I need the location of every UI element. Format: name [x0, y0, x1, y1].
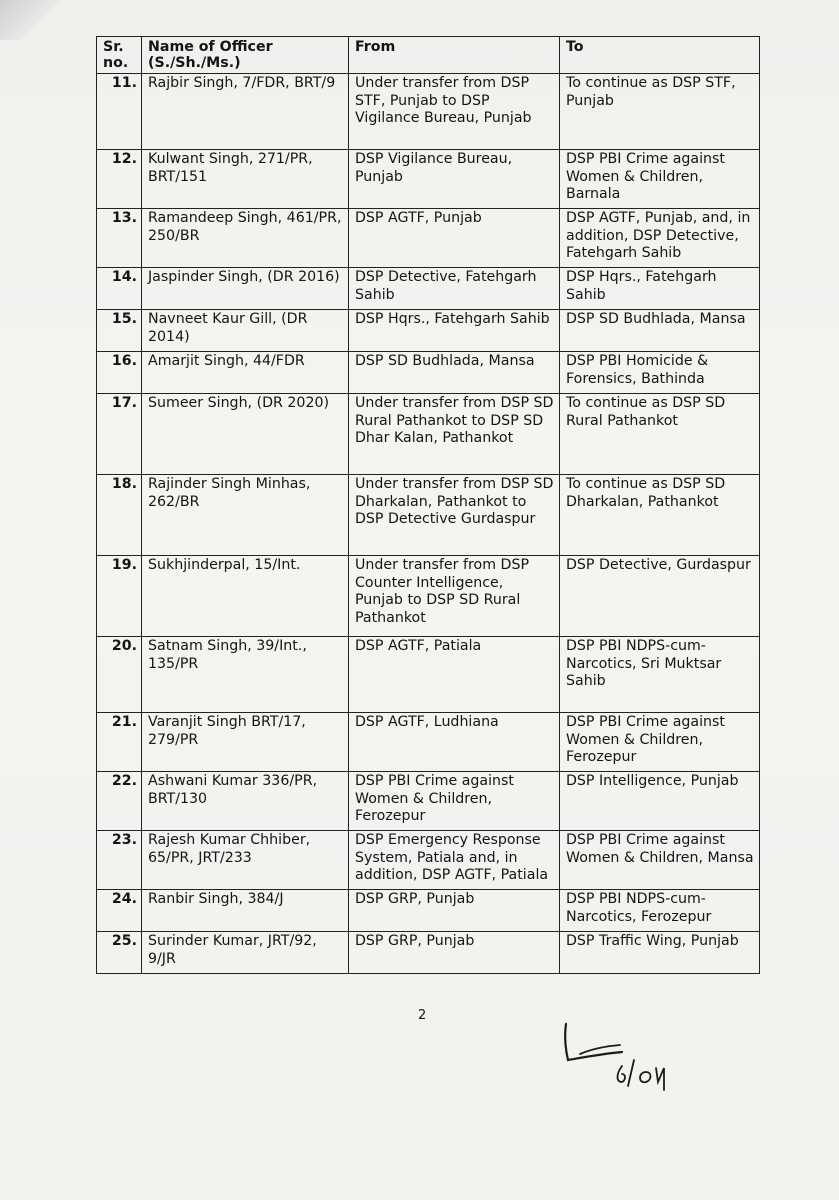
cell-from: Under transfer from DSP SD Dharkalan, Pathankot to DSP Detective Gurdaspur — [349, 475, 560, 556]
header-from: From — [349, 37, 560, 74]
cell-from: DSP Hqrs., Fatehgarh Sahib — [349, 310, 560, 352]
cell-officer-name: Navneet Kaur Gill, (DR 2014) — [142, 310, 349, 352]
cell-from: DSP Emergency Response System, Patiala and, in addition, DSP AGTF, Patiala — [349, 831, 560, 890]
table-row — [97, 890, 760, 932]
cell-from: DSP GRP, Punjab — [349, 890, 560, 932]
cell-from: DSP GRP, Punjab — [349, 932, 560, 974]
cell-to: DSP Traffic Wing, Punjab — [560, 932, 760, 974]
cell-to: DSP PBI Crime against Women & Children, Mansa — [560, 831, 760, 890]
cell-to: DSP PBI NDPS-cum-Narcotics, Sri Muktsar Sahib — [560, 637, 760, 713]
cell-officer-name: Kulwant Singh, 271/PR, BRT/151 — [142, 150, 349, 209]
cell-from: DSP AGTF, Ludhiana — [349, 713, 560, 772]
cell-from: DSP Detective, Fatehgarh Sahib — [349, 268, 560, 310]
cell-sr-no: 14. — [97, 268, 142, 310]
cell-officer-name: Rajbir Singh, 7/FDR, BRT/9 — [142, 74, 349, 150]
cell-to: DSP PBI Crime against Women & Children, Barnala — [560, 150, 760, 209]
cell-officer-name: Rajinder Singh Minhas, 262/BR — [142, 475, 349, 556]
cell-officer-name: Ashwani Kumar 336/PR, BRT/130 — [142, 772, 349, 831]
cell-officer-name: Ranbir Singh, 384/J — [142, 890, 349, 932]
table-row — [97, 556, 760, 637]
cell-to: DSP PBI Crime against Women & Children, Ferozepur — [560, 713, 760, 772]
cell-officer-name: Sumeer Singh, (DR 2020) — [142, 394, 349, 475]
table-row — [97, 475, 760, 556]
cell-sr-no: 20. — [97, 637, 142, 713]
cell-from: Under transfer from DSP Counter Intelligence, Punjab to DSP SD Rural Pathankot — [349, 556, 560, 637]
cell-to: DSP PBI NDPS-cum-Narcotics, Ferozepur — [560, 890, 760, 932]
handwritten-signature — [560, 1018, 690, 1098]
cell-to: DSP AGTF, Punjab, and, in addition, DSP Detective, Fatehgarh Sahib — [560, 209, 760, 268]
cell-from: DSP Vigilance Bureau, Punjab — [349, 150, 560, 209]
table-row — [97, 772, 760, 831]
cell-from: DSP PBI Crime against Women & Children, Ferozepur — [349, 772, 560, 831]
cell-sr-no: 12. — [97, 150, 142, 209]
cell-officer-name: Jaspinder Singh, (DR 2016) — [142, 268, 349, 310]
table-row — [97, 150, 760, 209]
header-sr-no: Sr. no. — [97, 37, 142, 74]
cell-from: Under transfer from DSP SD Rural Pathankot to DSP SD Dhar Kalan, Pathankot — [349, 394, 560, 475]
cell-to: DSP SD Budhlada, Mansa — [560, 310, 760, 352]
cell-from: DSP AGTF, Punjab — [349, 209, 560, 268]
cell-to: To continue as DSP SD Dharkalan, Pathankot — [560, 475, 760, 556]
cell-from: DSP AGTF, Patiala — [349, 637, 560, 713]
cell-officer-name: Rajesh Kumar Chhiber, 65/PR, JRT/233 — [142, 831, 349, 890]
table-row — [97, 209, 760, 268]
table-row — [97, 74, 760, 150]
cell-to: DSP Intelligence, Punjab — [560, 772, 760, 831]
cell-officer-name: Surinder Kumar, JRT/92, 9/JR — [142, 932, 349, 974]
cell-sr-no: 17. — [97, 394, 142, 475]
page-fold-corner — [0, 0, 60, 40]
cell-sr-no: 25. — [97, 932, 142, 974]
table-row — [97, 713, 760, 772]
cell-sr-no: 19. — [97, 556, 142, 637]
table-row — [97, 268, 760, 310]
cell-officer-name: Ramandeep Singh, 461/PR, 250/BR — [142, 209, 349, 268]
cell-to: DSP PBI Homicide & Forensics, Bathinda — [560, 352, 760, 394]
cell-sr-no: 11. — [97, 74, 142, 150]
table-row — [97, 637, 760, 713]
cell-officer-name: Varanjit Singh BRT/17, 279/PR — [142, 713, 349, 772]
cell-sr-no: 21. — [97, 713, 142, 772]
cell-to: DSP Detective, Gurdaspur — [560, 556, 760, 637]
cell-sr-no: 22. — [97, 772, 142, 831]
cell-sr-no: 18. — [97, 475, 142, 556]
header-to: To — [560, 37, 760, 74]
cell-to: To continue as DSP SD Rural Pathankot — [560, 394, 760, 475]
cell-to: DSP Hqrs., Fatehgarh Sahib — [560, 268, 760, 310]
cell-officer-name: Satnam Singh, 39/Int., 135/PR — [142, 637, 349, 713]
cell-to: To continue as DSP STF, Punjab — [560, 74, 760, 150]
table-row — [97, 394, 760, 475]
cell-officer-name: Amarjit Singh, 44/FDR — [142, 352, 349, 394]
table-row — [97, 831, 760, 890]
cell-from: Under transfer from DSP STF, Punjab to DSP Vigilance Bureau, Punjab — [349, 74, 560, 150]
cell-sr-no: 16. — [97, 352, 142, 394]
cell-sr-no: 13. — [97, 209, 142, 268]
cell-sr-no: 15. — [97, 310, 142, 352]
page-number: 2 — [418, 1008, 427, 1023]
transfer-table — [96, 36, 760, 974]
table-header-row — [97, 37, 760, 74]
header-name: Name of Officer (S./Sh./Ms.) — [142, 37, 349, 74]
table-row — [97, 310, 760, 352]
cell-sr-no: 23. — [97, 831, 142, 890]
cell-officer-name: Sukhjinderpal, 15/Int. — [142, 556, 349, 637]
cell-sr-no: 24. — [97, 890, 142, 932]
table-row — [97, 352, 760, 394]
cell-from: DSP SD Budhlada, Mansa — [349, 352, 560, 394]
table-row — [97, 932, 760, 974]
